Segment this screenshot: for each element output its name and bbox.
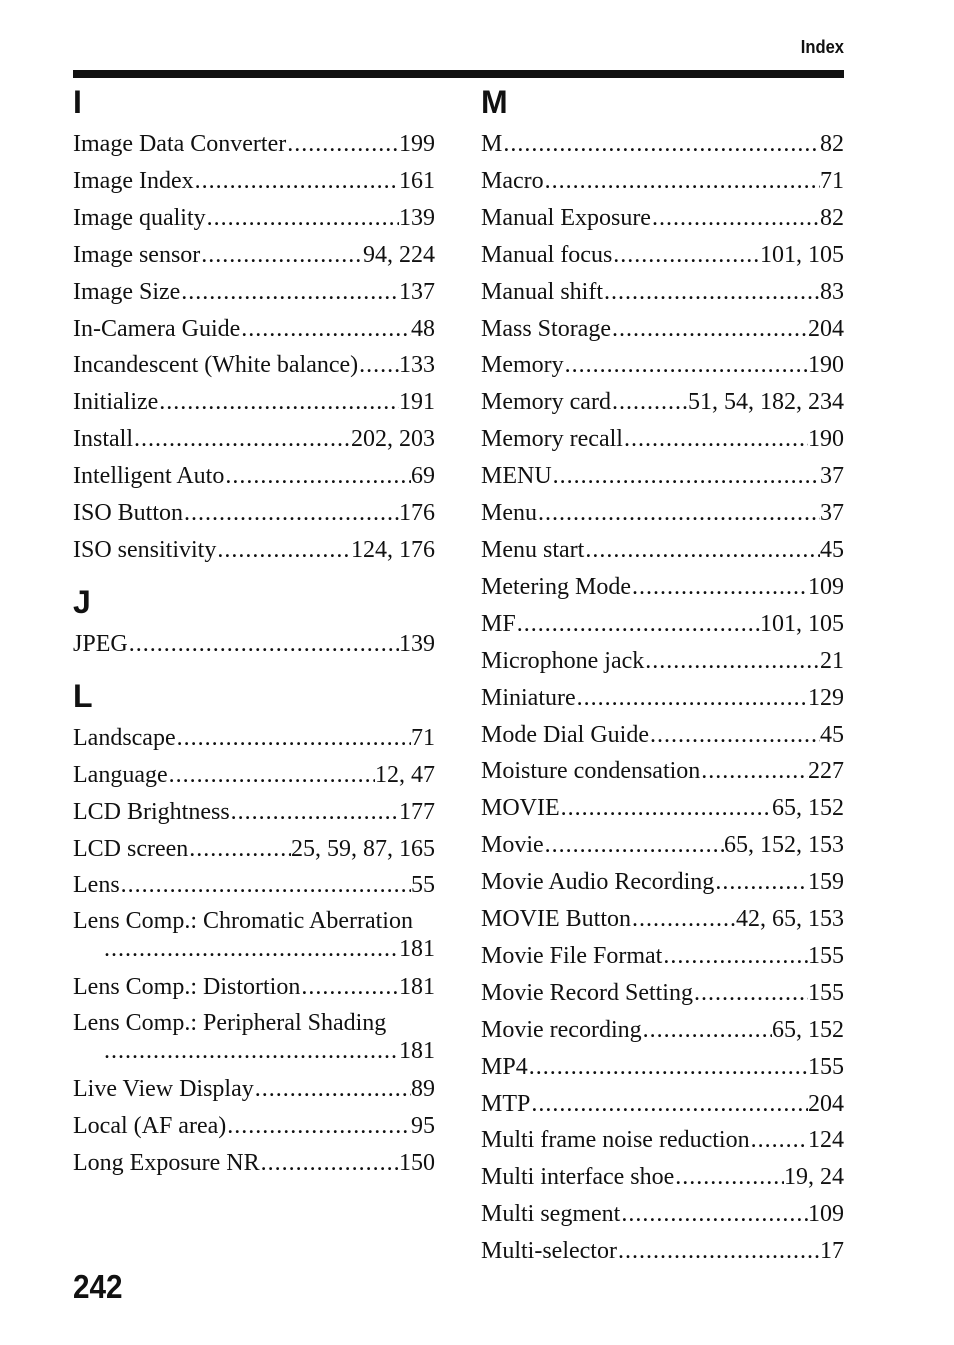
entry-page-numbers: 191 bbox=[399, 389, 435, 416]
dot-leader bbox=[183, 495, 399, 532]
index-entry bbox=[481, 126, 844, 163]
entry-line bbox=[73, 163, 435, 200]
index-entry bbox=[481, 237, 844, 274]
index-entry bbox=[481, 532, 844, 569]
dot-leader bbox=[617, 1233, 820, 1270]
dot-leader bbox=[103, 1037, 399, 1065]
index-entry bbox=[481, 717, 844, 754]
entry-term: ISO sensitivity bbox=[73, 536, 217, 563]
entry-line bbox=[73, 831, 435, 868]
entry-term: Multi interface shoe bbox=[481, 1164, 675, 1191]
entry-line bbox=[481, 1159, 844, 1196]
entry-line bbox=[481, 200, 844, 237]
entry-term: Metering Mode bbox=[481, 573, 631, 600]
entry-line bbox=[481, 717, 844, 754]
entry-page-numbers: 181 bbox=[399, 936, 435, 963]
entry-term: Movie Record Setting bbox=[481, 979, 693, 1006]
index-entry bbox=[481, 680, 844, 717]
dot-leader bbox=[693, 975, 808, 1012]
index-entry bbox=[481, 384, 844, 421]
index-entry bbox=[73, 347, 435, 384]
entry-line bbox=[481, 1086, 844, 1123]
entry-line bbox=[73, 1037, 435, 1065]
dot-leader bbox=[254, 1071, 411, 1108]
entry-line bbox=[481, 532, 844, 569]
entry-page-numbers: 17 bbox=[820, 1238, 844, 1265]
entry-line bbox=[481, 126, 844, 163]
index-entry bbox=[73, 384, 435, 421]
dot-leader bbox=[103, 935, 399, 963]
entry-line bbox=[481, 864, 844, 901]
dot-leader bbox=[644, 643, 820, 680]
entry-term: Lens Comp.: Chromatic Aberration bbox=[73, 908, 413, 935]
entry-term: Install bbox=[73, 426, 133, 453]
dot-leader bbox=[642, 1012, 772, 1049]
entry-term: Mass Storage bbox=[481, 315, 611, 342]
entry-page-numbers: 181 bbox=[399, 974, 435, 1001]
index-entry bbox=[73, 969, 435, 1006]
dot-leader bbox=[714, 864, 808, 901]
entry-page-numbers: 94, 224 bbox=[363, 241, 435, 268]
entry-line bbox=[481, 163, 844, 200]
entry-line bbox=[481, 569, 844, 606]
entry-line bbox=[481, 384, 844, 421]
entry-line bbox=[481, 606, 844, 643]
dot-leader bbox=[180, 274, 399, 311]
entry-line bbox=[481, 975, 844, 1012]
entry-page-numbers: 204 bbox=[808, 1090, 844, 1117]
index-entry bbox=[73, 421, 435, 458]
dot-leader bbox=[200, 237, 363, 274]
entry-page-numbers: 227 bbox=[808, 758, 844, 785]
index-entry bbox=[481, 200, 844, 237]
index-entry bbox=[481, 274, 844, 311]
entry-term: Lens bbox=[73, 872, 120, 899]
dot-leader bbox=[206, 200, 399, 237]
entry-line bbox=[73, 237, 435, 274]
dot-leader bbox=[168, 757, 375, 794]
entry-page-numbers: 12, 47 bbox=[375, 761, 435, 788]
entry-term: Mode Dial Guide bbox=[481, 721, 649, 748]
entry-line bbox=[73, 384, 435, 421]
entry-page-numbers: 95 bbox=[411, 1113, 435, 1140]
index-entry bbox=[73, 720, 435, 757]
entry-term: Image Data Converter bbox=[73, 131, 287, 157]
running-header: Index bbox=[800, 37, 844, 57]
entry-line bbox=[481, 1122, 844, 1159]
entry-term: JPEG bbox=[73, 630, 128, 657]
dot-leader bbox=[576, 680, 808, 717]
entry-line bbox=[481, 753, 844, 790]
entry-page-numbers: 181 bbox=[399, 1038, 435, 1065]
entry-line bbox=[73, 347, 435, 384]
entry-page-numbers: 155 bbox=[808, 979, 844, 1006]
entry-term: LCD screen bbox=[73, 835, 189, 862]
entry-term: MTP bbox=[481, 1090, 531, 1117]
entry-page-numbers: 37 bbox=[820, 500, 844, 527]
entry-term: MOVIE bbox=[481, 795, 560, 822]
entry-page-numbers: 25, 59, 87, 165 bbox=[291, 835, 435, 862]
entry-page-numbers: 139 bbox=[399, 630, 435, 657]
entry-term: In-Camera Guide bbox=[73, 315, 241, 342]
entry-page-numbers: 137 bbox=[399, 278, 435, 305]
index-entry bbox=[481, 753, 844, 790]
dot-leader bbox=[286, 126, 399, 163]
entry-term: MOVIE Button bbox=[481, 906, 631, 933]
dot-leader bbox=[358, 347, 399, 384]
entry-page-numbers: 65, 152 bbox=[772, 1016, 844, 1043]
index-entry bbox=[73, 904, 435, 969]
dot-leader bbox=[611, 311, 808, 348]
entry-term: Menu start bbox=[481, 536, 585, 563]
entry-term: Landscape bbox=[73, 724, 176, 751]
dot-leader bbox=[544, 163, 820, 200]
index-entry bbox=[481, 938, 844, 975]
dot-leader bbox=[651, 200, 820, 237]
entry-page-numbers: 83 bbox=[820, 278, 844, 305]
dot-leader bbox=[260, 1145, 399, 1182]
entry-page-numbers: 65, 152, 153 bbox=[724, 832, 844, 859]
index-entry bbox=[73, 1145, 435, 1182]
entry-page-numbers: 48 bbox=[411, 315, 435, 342]
entry-line bbox=[73, 626, 435, 663]
entry-line bbox=[481, 938, 844, 975]
entry-line bbox=[481, 827, 844, 864]
entry-page-numbers: 109 bbox=[808, 573, 844, 600]
entry-page-numbers: 190 bbox=[808, 352, 844, 379]
index-entry bbox=[481, 864, 844, 901]
index-entry bbox=[481, 606, 844, 643]
entry-term: Multi frame noise reduction bbox=[481, 1127, 750, 1154]
entry-term: Image quality bbox=[73, 204, 206, 231]
entry-page-numbers: 176 bbox=[399, 500, 435, 527]
entry-page-numbers: 37 bbox=[820, 463, 844, 490]
dot-leader bbox=[128, 626, 399, 663]
index-entry bbox=[481, 1086, 844, 1123]
dot-leader bbox=[584, 532, 820, 569]
entry-page-numbers: 204 bbox=[808, 315, 844, 342]
dot-leader bbox=[612, 237, 760, 274]
entry-page-numbers: 124, 176 bbox=[351, 536, 435, 563]
index-entry-list bbox=[481, 126, 844, 1270]
entry-term: Image Index bbox=[73, 167, 194, 194]
dot-leader bbox=[216, 532, 351, 569]
entry-term: M bbox=[481, 131, 503, 157]
index-entry bbox=[481, 975, 844, 1012]
dot-leader bbox=[226, 1108, 411, 1145]
index-entry bbox=[73, 831, 435, 868]
index-entry-list bbox=[73, 626, 435, 663]
entry-page-numbers: 109 bbox=[808, 1201, 844, 1228]
dot-leader bbox=[544, 827, 724, 864]
entry-term: Multi-selector bbox=[481, 1238, 617, 1265]
entry-page-numbers: 65, 152 bbox=[772, 795, 844, 822]
entry-line bbox=[73, 935, 435, 963]
index-entry bbox=[73, 311, 435, 348]
entry-term: Image sensor bbox=[73, 241, 201, 268]
dot-leader bbox=[158, 384, 399, 421]
dot-leader bbox=[623, 421, 808, 458]
entry-term: Lens Comp.: Distortion bbox=[73, 974, 301, 1001]
entry-term: Movie recording bbox=[481, 1016, 642, 1043]
entry-term: LCD Brightness bbox=[73, 798, 230, 825]
index-entry bbox=[481, 901, 844, 938]
dot-leader bbox=[631, 901, 736, 938]
section-letter: L bbox=[73, 677, 93, 714]
dot-leader bbox=[631, 569, 808, 606]
entry-line bbox=[73, 532, 435, 569]
index-entry bbox=[481, 569, 844, 606]
dot-leader bbox=[530, 1086, 808, 1123]
dot-leader bbox=[649, 717, 820, 754]
entry-page-numbers: 155 bbox=[808, 942, 844, 969]
entry-term: MF bbox=[481, 610, 516, 637]
entry-term: Moisture condensation bbox=[481, 758, 701, 785]
entry-line bbox=[481, 680, 844, 717]
entry-line bbox=[481, 790, 844, 827]
dot-leader bbox=[240, 311, 411, 348]
index-entry bbox=[481, 1049, 844, 1086]
dot-leader bbox=[230, 794, 399, 831]
entry-line bbox=[73, 458, 435, 495]
entry-term: Incandescent (White balance) bbox=[73, 352, 359, 379]
entry-term: Memory recall bbox=[481, 426, 623, 453]
index-column-left bbox=[73, 84, 435, 1182]
index-section-m bbox=[481, 84, 844, 1270]
dot-leader bbox=[528, 1049, 808, 1086]
entry-line bbox=[73, 1071, 435, 1108]
entry-page-numbers: 129 bbox=[808, 684, 844, 711]
dot-leader bbox=[194, 163, 399, 200]
index-entry bbox=[73, 626, 435, 663]
entry-page-numbers: 82 bbox=[820, 131, 844, 157]
index-entry bbox=[481, 1012, 844, 1049]
dot-leader bbox=[133, 421, 351, 458]
entry-page-numbers: 71 bbox=[820, 167, 844, 194]
entry-line bbox=[73, 311, 435, 348]
entry-line bbox=[481, 901, 844, 938]
entry-page-numbers: 21 bbox=[820, 647, 844, 674]
entry-page-numbers: 19, 24 bbox=[784, 1164, 844, 1191]
entry-page-numbers: 45 bbox=[820, 721, 844, 748]
entry-page-numbers: 161 bbox=[399, 167, 435, 194]
dot-leader bbox=[560, 790, 772, 827]
entry-line bbox=[73, 867, 435, 904]
entry-term: Local (AF area) bbox=[73, 1113, 227, 1140]
entry-term: Manual shift bbox=[481, 278, 603, 305]
entry-page-numbers: 177 bbox=[399, 798, 435, 825]
entry-page-numbers: 199 bbox=[399, 131, 435, 157]
section-letter: J bbox=[73, 583, 91, 620]
entry-page-numbers: 55 bbox=[411, 872, 435, 899]
entry-term: Manual focus bbox=[481, 241, 613, 268]
index-entry bbox=[73, 163, 435, 200]
entry-line bbox=[73, 200, 435, 237]
index-entry bbox=[73, 1006, 435, 1071]
entry-line bbox=[73, 757, 435, 794]
entry-term: Multi segment bbox=[481, 1201, 621, 1228]
index-entry bbox=[481, 347, 844, 384]
entry-page-numbers: 155 bbox=[808, 1053, 844, 1080]
dot-leader bbox=[188, 831, 291, 868]
index-entry-list bbox=[73, 720, 435, 1182]
entry-page-numbers: 139 bbox=[399, 204, 435, 231]
entry-line bbox=[73, 421, 435, 458]
index-entry bbox=[481, 643, 844, 680]
dot-leader bbox=[611, 384, 688, 421]
index-entry bbox=[73, 757, 435, 794]
index-entry bbox=[73, 495, 435, 532]
entry-line bbox=[73, 126, 435, 163]
entry-line bbox=[73, 794, 435, 831]
index-entry bbox=[73, 274, 435, 311]
entry-page-numbers: 71 bbox=[411, 724, 435, 751]
dot-leader bbox=[700, 753, 808, 790]
index-entry bbox=[481, 790, 844, 827]
index-entry bbox=[73, 532, 435, 569]
entry-page-numbers: 89 bbox=[411, 1076, 435, 1103]
dot-leader bbox=[502, 126, 820, 163]
dot-leader bbox=[176, 720, 411, 757]
header-rule bbox=[73, 70, 844, 78]
dot-leader bbox=[750, 1122, 808, 1159]
index-entry bbox=[73, 1071, 435, 1108]
index-entry bbox=[73, 126, 435, 163]
entry-page-numbers: 159 bbox=[808, 869, 844, 896]
entry-line bbox=[481, 237, 844, 274]
entry-term: Memory bbox=[481, 352, 564, 379]
entry-term: Movie bbox=[481, 832, 544, 859]
entry-line bbox=[481, 421, 844, 458]
entry-term: Movie File Format bbox=[481, 942, 663, 969]
entry-term: Lens Comp.: Peripheral Shading bbox=[73, 1010, 387, 1037]
entry-page-numbers: 51, 54, 182, 234 bbox=[688, 389, 844, 416]
entry-page-numbers: 42, 65, 153 bbox=[736, 906, 844, 933]
index-entry bbox=[481, 1159, 844, 1196]
entry-term: Live View Display bbox=[73, 1076, 254, 1103]
dot-leader bbox=[300, 969, 399, 1006]
entry-term: Image Size bbox=[73, 278, 181, 305]
index-entry bbox=[481, 1122, 844, 1159]
index-entry bbox=[481, 1196, 844, 1233]
entry-line bbox=[481, 274, 844, 311]
entry-term: MENU bbox=[481, 463, 552, 490]
index-entry bbox=[73, 200, 435, 237]
dot-leader bbox=[537, 495, 820, 532]
index-section-l bbox=[73, 678, 435, 1182]
entry-term: Manual Exposure bbox=[481, 204, 651, 231]
entry-line bbox=[73, 1145, 435, 1182]
entry-page-numbers: 101, 105 bbox=[760, 610, 844, 637]
dot-leader bbox=[662, 938, 808, 975]
entry-term: Macro bbox=[481, 167, 544, 194]
entry-line bbox=[73, 1108, 435, 1145]
entry-page-numbers: 202, 203 bbox=[351, 426, 435, 453]
index-entry bbox=[481, 827, 844, 864]
entry-line bbox=[481, 1196, 844, 1233]
entry-line bbox=[481, 1233, 844, 1270]
entry-page-numbers: 82 bbox=[820, 204, 844, 231]
dot-leader bbox=[552, 458, 820, 495]
entry-page-numbers: 45 bbox=[820, 536, 844, 563]
entry-term: Miniature bbox=[481, 684, 576, 711]
index-entry bbox=[73, 867, 435, 904]
entry-term: Movie Audio Recording bbox=[481, 869, 715, 896]
entry-term: Long Exposure NR bbox=[73, 1150, 260, 1177]
index-entry bbox=[481, 311, 844, 348]
index-entry-list bbox=[73, 126, 435, 569]
entry-line bbox=[481, 643, 844, 680]
index-entry bbox=[481, 421, 844, 458]
entry-line bbox=[481, 1012, 844, 1049]
entry-line bbox=[481, 458, 844, 495]
entry-page-numbers: 150 bbox=[399, 1150, 435, 1177]
page-number: 242 bbox=[73, 1268, 123, 1305]
entry-line bbox=[73, 495, 435, 532]
entry-page-numbers: 124 bbox=[808, 1127, 844, 1154]
entry-page-numbers: 133 bbox=[399, 352, 435, 379]
index-section-j bbox=[73, 584, 435, 663]
index-column-right bbox=[481, 84, 844, 1270]
entry-term: MP4 bbox=[481, 1053, 528, 1080]
entry-line bbox=[481, 1049, 844, 1086]
index-entry bbox=[73, 458, 435, 495]
entry-term: Menu bbox=[481, 500, 537, 527]
dot-leader bbox=[120, 867, 411, 904]
entry-term: Language bbox=[73, 761, 168, 788]
index-entry bbox=[481, 1233, 844, 1270]
entry-line bbox=[73, 969, 435, 1006]
index-section-i bbox=[73, 84, 435, 569]
entry-term: Microphone jack bbox=[481, 647, 645, 674]
entry-term: Intelligent Auto bbox=[73, 463, 225, 490]
dot-leader bbox=[603, 274, 820, 311]
entry-term: Memory card bbox=[481, 389, 611, 416]
entry-line bbox=[481, 347, 844, 384]
section-letter: M bbox=[481, 84, 508, 120]
entry-page-numbers: 69 bbox=[411, 463, 435, 490]
dot-leader bbox=[620, 1196, 808, 1233]
entry-line bbox=[73, 720, 435, 757]
entry-term: Initialize bbox=[73, 389, 159, 416]
dot-leader bbox=[674, 1159, 784, 1196]
dot-leader bbox=[224, 458, 411, 495]
index-entry bbox=[73, 794, 435, 831]
index-entry bbox=[73, 237, 435, 274]
entry-page-numbers: 190 bbox=[808, 426, 844, 453]
entry-page-numbers: 101, 105 bbox=[760, 241, 844, 268]
entry-line bbox=[481, 495, 844, 532]
entry-line bbox=[481, 311, 844, 348]
index-entry bbox=[481, 163, 844, 200]
dot-leader bbox=[564, 347, 808, 384]
index-entry bbox=[73, 1108, 435, 1145]
index-entry bbox=[481, 458, 844, 495]
entry-line bbox=[73, 274, 435, 311]
section-letter: I bbox=[73, 84, 82, 120]
dot-leader bbox=[516, 606, 760, 643]
entry-term: ISO Button bbox=[73, 500, 184, 527]
index-entry bbox=[481, 495, 844, 532]
